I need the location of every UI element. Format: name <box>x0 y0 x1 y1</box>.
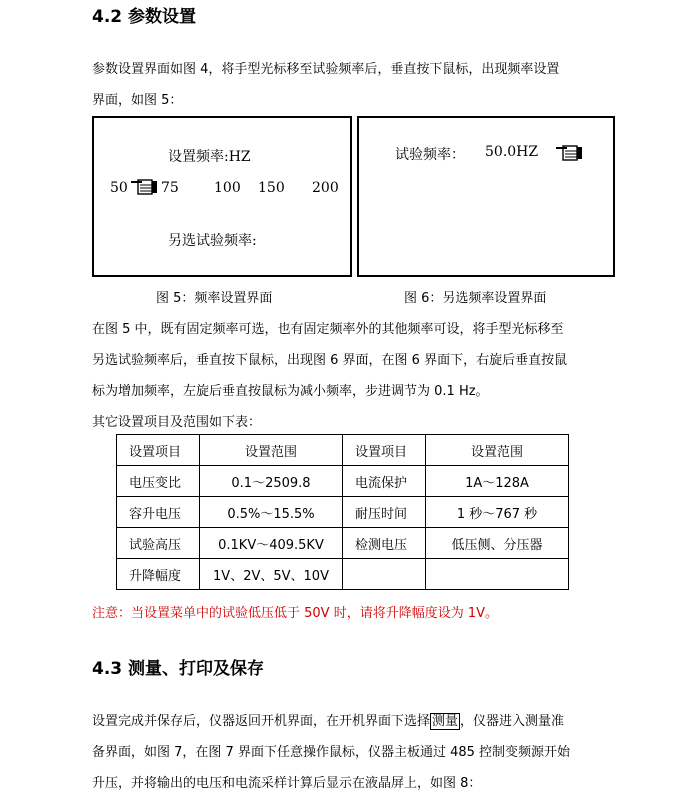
table-cell <box>343 559 426 590</box>
figure6-panel <box>357 116 615 277</box>
table-cell: 0.5%～15.5% <box>200 497 343 528</box>
table-row <box>117 497 569 528</box>
paragraph-line: 其它设置项目及范围如下表： <box>92 415 262 430</box>
settings-table <box>116 434 569 590</box>
figure5-option-50: 50 <box>110 180 128 196</box>
figure5-option-150: 150 <box>258 180 285 196</box>
figure5-option-100: 100 <box>214 180 241 196</box>
table-cell: 耐压时间 <box>343 497 426 528</box>
figure5-panel <box>92 116 352 277</box>
figure5-caption: 图 5：频率设置界面 <box>156 291 273 306</box>
hand-pointer-icon <box>555 142 585 164</box>
hand-pointer-icon <box>130 176 160 198</box>
table-cell: 容升电压 <box>117 497 200 528</box>
paragraph-line: 在图 5 中，既有固定频率可选，也有固定频率外的其他频率可设，将手型光标移至 <box>92 322 564 337</box>
table-cell: 低压侧、分压器 <box>426 528 569 559</box>
table-cell <box>426 559 569 590</box>
figure6-value: 50.0HZ <box>485 144 539 160</box>
table-cell: 0.1KV～409.5KV <box>200 528 343 559</box>
figure6-label: 试验频率： <box>395 147 465 163</box>
paragraph-line <box>92 710 564 729</box>
paragraph-line: 备界面，如图 7，在图 7 界面下任意操作鼠标，仪器主板通过 485 控制变频源开始 <box>92 745 571 760</box>
table-cell: 升降幅度 <box>117 559 200 590</box>
paragraph-line: 标为增加频率，左旋后垂直按鼠标为减小频率，步进调节为 0.1 Hz。 <box>92 384 489 399</box>
table-cell: 1 秒～767 秒 <box>426 497 569 528</box>
table-header-row <box>117 435 569 466</box>
table-row <box>117 466 569 497</box>
table-header-cell: 设置项目 <box>117 435 200 466</box>
table-cell: 1A～128A <box>426 466 569 497</box>
paragraph-text: ，仪器进入测量准 <box>460 714 565 729</box>
figure6-caption: 图 6：另选频率设置界面 <box>404 291 547 306</box>
table-cell: 1V、2V、5V、10V <box>200 559 343 590</box>
table-cell: 0.1～2509.8 <box>200 466 343 497</box>
table-cell: 试验高压 <box>117 528 200 559</box>
section-title-4-3: 4.3 测量、打印及保存 <box>92 659 265 679</box>
paragraph-line: 升压，并将输出的电压和电流采样计算后显示在液晶屏上，如图 8： <box>92 776 482 791</box>
table-row <box>117 559 569 590</box>
table-header-cell: 设置范围 <box>200 435 343 466</box>
section-title-4-2: 4.2 参数设置 <box>92 7 197 27</box>
table-header-cell: 设置范围 <box>426 435 569 466</box>
table-cell: 电流保护 <box>343 466 426 497</box>
paragraph-line: 界面，如图 5： <box>92 93 183 108</box>
figure5-other-frequency: 另选试验频率: <box>168 233 257 249</box>
table-header-cell: 设置项目 <box>343 435 426 466</box>
paragraph-line: 另选试验频率后，垂直按下鼠标，出现图 6 界面，在图 6 界面下，右旋后垂直按鼠 <box>92 353 568 368</box>
measure-menu-term: 测量 <box>432 714 459 729</box>
figure5-title: 设置频率:HZ <box>168 149 251 165</box>
warning-note: 注意：当设置菜单中的试验低压低于 50V 时，请将升降幅度设为 1V。 <box>92 606 498 621</box>
table-row <box>117 528 569 559</box>
figure5-option-75: 75 <box>161 180 179 196</box>
paragraph-line: 参数设置界面如图 4，将手型光标移至试验频率后，垂直按下鼠标，出现频率设置 <box>92 62 560 77</box>
figure5-option-200: 200 <box>312 180 339 196</box>
paragraph-text: 设置完成并保存后，仪器返回开机界面，在开机界面下选择 <box>92 714 431 729</box>
table-cell: 检测电压 <box>343 528 426 559</box>
table-cell: 电压变比 <box>117 466 200 497</box>
